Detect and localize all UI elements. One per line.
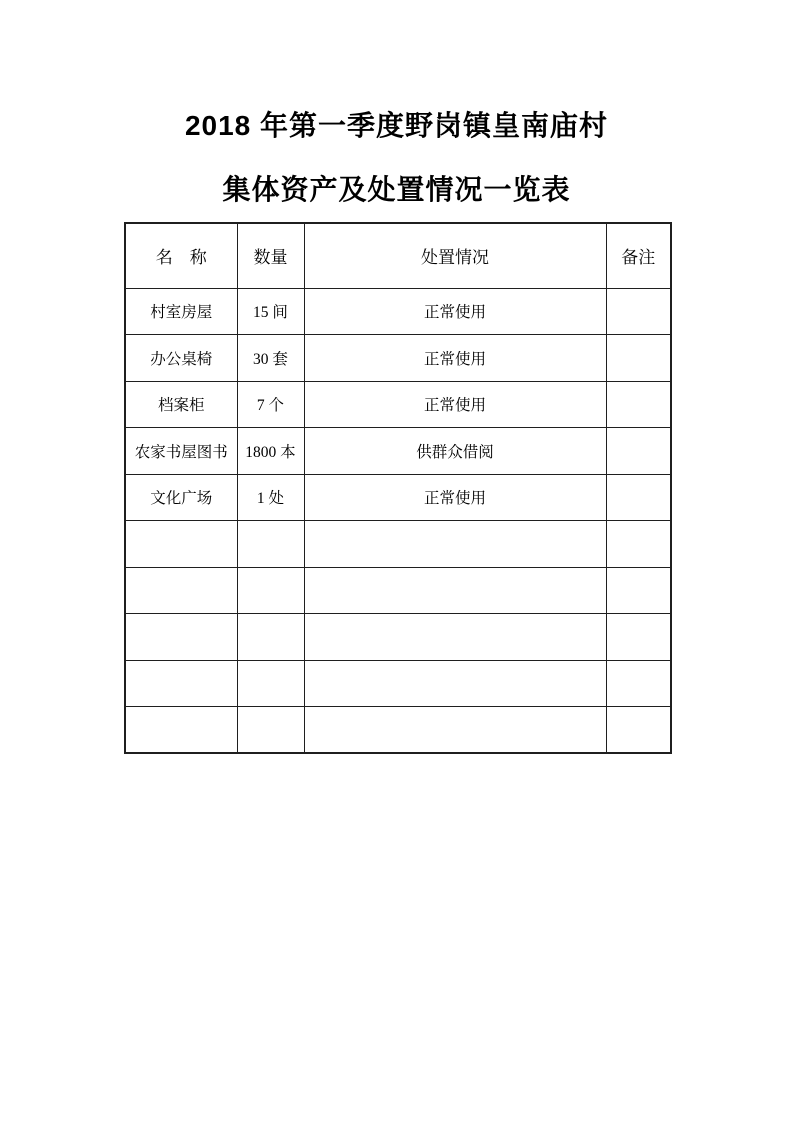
table-row: [125, 474, 671, 521]
cell-note: [606, 381, 671, 428]
cell-empty: [606, 614, 671, 661]
cell-quantity: 7 个: [237, 381, 304, 428]
cell-quantity: 30 套: [237, 335, 304, 382]
header-name: 名 称: [125, 223, 237, 288]
cell-name: 村室房屋: [125, 288, 237, 335]
cell-empty: [125, 567, 237, 614]
cell-empty: [125, 660, 237, 707]
cell-quantity: 1 处: [237, 474, 304, 521]
cell-empty: [606, 707, 671, 754]
table-row-empty: [125, 521, 671, 568]
document-title-line1: 2018 年第一季度野岗镇皇南庙村: [184, 110, 609, 141]
cell-empty: [304, 660, 606, 707]
cell-empty: [304, 521, 606, 568]
cell-empty: [237, 567, 304, 614]
cell-note: [606, 428, 671, 475]
assets-table: [124, 222, 672, 754]
cell-empty: [237, 660, 304, 707]
cell-empty: [125, 707, 237, 754]
cell-empty: [304, 567, 606, 614]
cell-status: 正常使用: [304, 288, 606, 335]
cell-status: 正常使用: [304, 474, 606, 521]
cell-note: [606, 335, 671, 382]
cell-empty: [304, 614, 606, 661]
cell-empty: [606, 660, 671, 707]
table-row-empty: [125, 614, 671, 661]
cell-quantity: 1800 本: [237, 428, 304, 475]
table-row: [125, 288, 671, 335]
cell-status: 供群众借阅: [304, 428, 606, 475]
cell-empty: [237, 707, 304, 754]
cell-empty: [237, 521, 304, 568]
cell-quantity: 15 间: [237, 288, 304, 335]
cell-empty: [125, 614, 237, 661]
cell-status: 正常使用: [304, 335, 606, 382]
table-row: [125, 381, 671, 428]
table-row: [125, 335, 671, 382]
cell-empty: [237, 614, 304, 661]
table-row: [125, 428, 671, 475]
cell-note: [606, 474, 671, 521]
cell-status: 正常使用: [304, 381, 606, 428]
cell-note: [606, 288, 671, 335]
document-title-line2: 集体资产及处置情况一览表: [222, 174, 571, 205]
cell-empty: [304, 707, 606, 754]
table-row-empty: [125, 567, 671, 614]
cell-name: 文化广场: [125, 474, 237, 521]
cell-empty: [606, 521, 671, 568]
cell-name: 办公桌椅: [125, 335, 237, 382]
cell-empty: [606, 567, 671, 614]
table-row-empty: [125, 660, 671, 707]
header-note: 备注: [606, 223, 671, 288]
table-header-row: [125, 223, 671, 288]
cell-name: 档案柜: [125, 381, 237, 428]
header-quantity: 数量: [237, 223, 304, 288]
header-status: 处置情况: [304, 223, 606, 288]
cell-empty: [125, 521, 237, 568]
cell-name: 农家书屋图书: [125, 428, 237, 475]
table-row-empty: [125, 707, 671, 754]
